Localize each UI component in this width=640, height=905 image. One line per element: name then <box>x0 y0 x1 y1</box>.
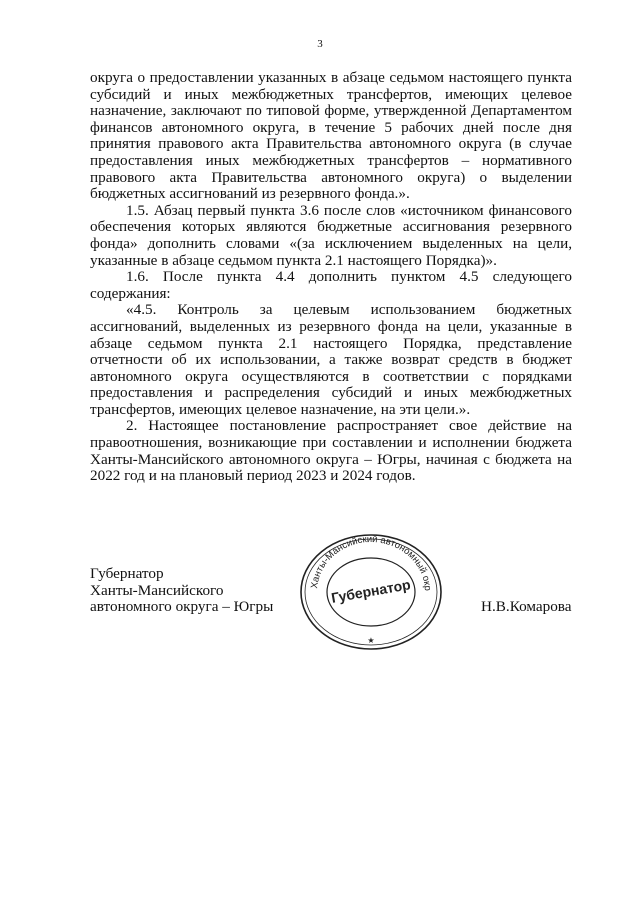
document-body <box>90 70 572 485</box>
signatory-position-line: автономного округа – Югры <box>90 598 274 616</box>
paragraph-4-5-quote: «4.5. Контроль за целевым использованием бюджетных ассигнований, выделенных из резервного фонда на цели, указанные в абзаце седьмом пункта 2.1 настоящего Порядка, представление отчетности об их использовании, а также возврат средств в бюджет автономного округа осуществляются в соответствии с порядками предоставления и распределения субсидий и иных межбюджетных трансфертов, имеющих целевое назначение, на эти цели.». <box>90 301 572 418</box>
paragraph-1-6: 1.6. После пункта 4.4 дополнить пунктом 4.5 следующего содержания: <box>90 268 572 302</box>
signatory-position-line: Губернатор <box>90 565 164 582</box>
signatory-position-line: Ханты-Мансийского <box>90 581 224 599</box>
signatory-name: Н.В.Комарова <box>481 598 572 615</box>
paragraph-2: 2. Настоящее постановление распространяет свое действие на правоотношения, возникающие при составлении и исполнении бюджета Ханты-Мансийского автономного округа – Югры, начиная с бюджета на 2022 год и на плановый период 2023 и 2024 годов. <box>90 417 572 485</box>
page-number: 3 <box>317 38 323 50</box>
signatory-position <box>90 566 273 616</box>
seal-ring-text: Ханты-Мансийский автономный окр <box>309 533 434 592</box>
seal-center-text: Губернатор <box>329 576 412 606</box>
seal-star-icon: ★ <box>367 636 375 645</box>
official-seal-stamp <box>297 530 445 650</box>
paragraph-1-5: 1.5. Абзац первый пункта 3.6 после слов «источником финансового обеспечения которых являются бюджетные ассигнования резервного фонда» дополнить словами «(за исключением выделенных на цели, указанные в абзаце седьмом пункта 2.1 настоящего Порядка)». <box>90 201 572 269</box>
paragraph-continuation: округа о предоставлении указанных в абзаце седьмом настоящего пункта субсидий и иных межбюджетных трансфертов, имеющих целевое назначение, заключают по типовой форме, утвержденной Департаментом финансов автономного округа, в течение 5 рабочих дней после дня принятия правового акта Правительства автономного округа (в случае предоставления иных межбюджетных трансфертов – нормативного правового акта Правительства автономного округа) о выделении бюджетных ассигнований из резервного фонда.». <box>90 69 572 203</box>
seal-graphic <box>297 530 445 650</box>
